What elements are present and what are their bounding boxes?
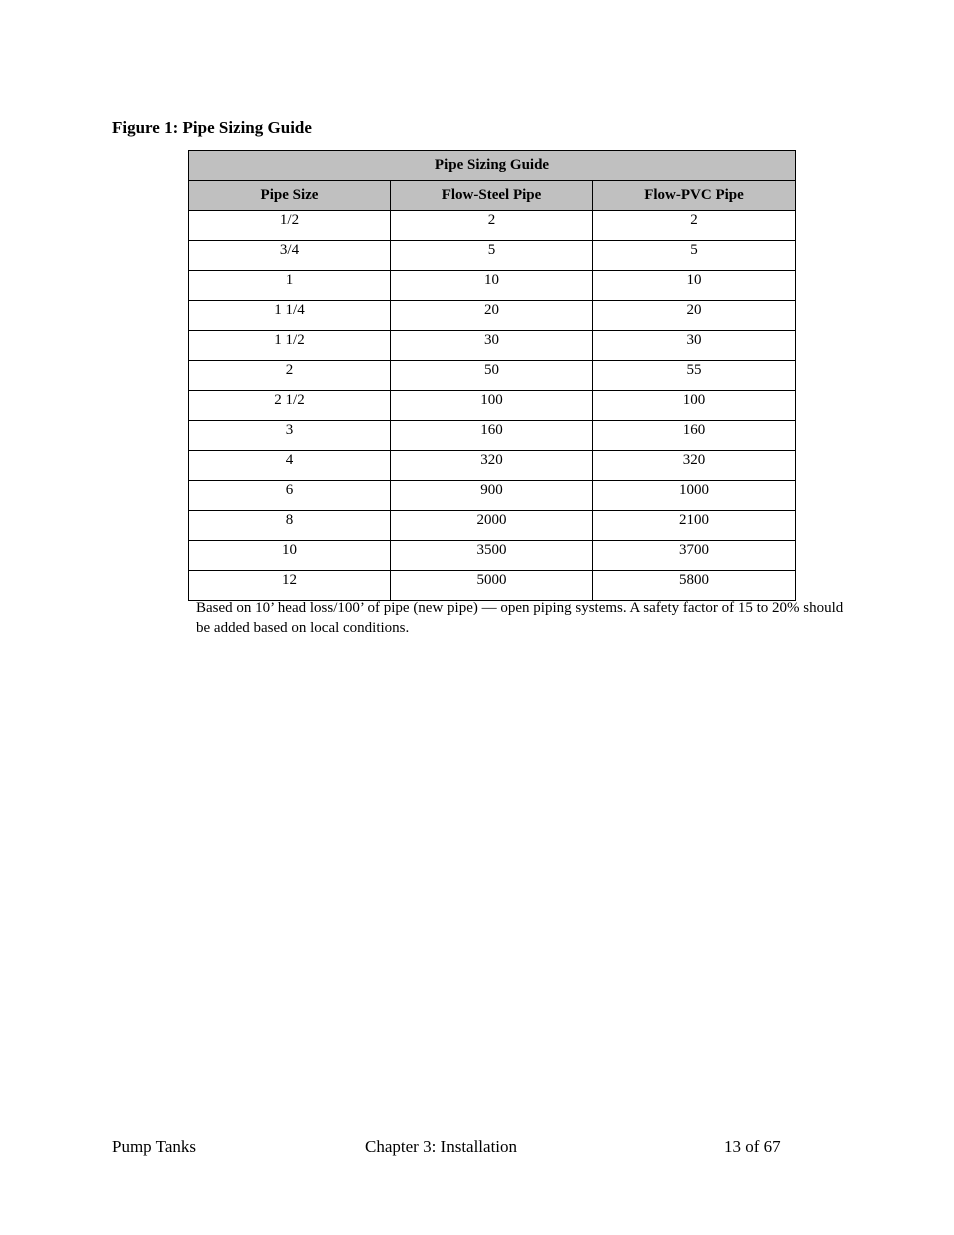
- cell-flow-steel: 100: [391, 391, 593, 421]
- cell-flow-pvc: 10: [593, 271, 796, 301]
- cell-flow-pvc: 5: [593, 241, 796, 271]
- cell-flow-steel: 160: [391, 421, 593, 451]
- cell-pipe-size: 10: [189, 541, 391, 571]
- cell-pipe-size: 8: [189, 511, 391, 541]
- footer-chapter: Chapter 3: Installation: [365, 1137, 518, 1156]
- table-row: [189, 391, 796, 421]
- cell-pipe-size: 2 1/2: [189, 391, 391, 421]
- cell-flow-pvc: 100: [593, 391, 796, 421]
- cell-pipe-size: 2: [189, 361, 391, 391]
- table-row: [189, 211, 796, 241]
- table-row: [189, 511, 796, 541]
- table-row: [189, 271, 796, 301]
- cell-flow-pvc: 3700: [593, 541, 796, 571]
- cell-flow-steel: 30: [391, 331, 593, 361]
- cell-pipe-size: 1: [189, 271, 391, 301]
- cell-pipe-size: 3/4: [189, 241, 391, 271]
- cell-pipe-size: 4: [189, 451, 391, 481]
- table-row: [189, 421, 796, 451]
- footer-document-title: Pump Tanks: [112, 1137, 196, 1156]
- cell-flow-steel: 20: [391, 301, 593, 331]
- cell-flow-pvc: 55: [593, 361, 796, 391]
- cell-flow-pvc: 1000: [593, 481, 796, 511]
- table-row: [189, 361, 796, 391]
- table-caption: Pipe Sizing Guide: [189, 151, 796, 181]
- column-header-pipe-size: Pipe Size: [189, 181, 391, 211]
- cell-flow-pvc: 2: [593, 211, 796, 241]
- cell-pipe-size: 12: [189, 571, 391, 601]
- pipe-sizing-table: [188, 150, 796, 601]
- cell-flow-steel: 5: [391, 241, 593, 271]
- cell-pipe-size: 6: [189, 481, 391, 511]
- cell-flow-steel: 50: [391, 361, 593, 391]
- cell-pipe-size: 3: [189, 421, 391, 451]
- cell-flow-steel: 2000: [391, 511, 593, 541]
- footer-page-number: 13 of 67: [724, 1137, 781, 1156]
- cell-flow-steel: 5000: [391, 571, 593, 601]
- column-header-flow-pvc: Flow-PVC Pipe: [593, 181, 796, 211]
- cell-pipe-size: 1/2: [189, 211, 391, 241]
- table-row: [189, 301, 796, 331]
- table-footnote: Based on 10’ head loss/100’ of pipe (new pipe) — open piping systems. A safety factor of 15 to 20% should be added based on local conditions.: [196, 600, 844, 636]
- cell-flow-steel: 2: [391, 211, 593, 241]
- cell-flow-steel: 320: [391, 451, 593, 481]
- cell-flow-pvc: 20: [593, 301, 796, 331]
- table-header-row: [189, 181, 796, 211]
- table-row: [189, 571, 796, 601]
- cell-flow-steel: 3500: [391, 541, 593, 571]
- table-row: [189, 241, 796, 271]
- cell-pipe-size: 1 1/2: [189, 331, 391, 361]
- table-row: [189, 481, 796, 511]
- cell-flow-pvc: 30: [593, 331, 796, 361]
- table-row: [189, 331, 796, 361]
- cell-flow-steel: 900: [391, 481, 593, 511]
- cell-flow-pvc: 160: [593, 421, 796, 451]
- table-caption-row: [189, 151, 796, 181]
- table-row: [189, 451, 796, 481]
- cell-flow-pvc: 5800: [593, 571, 796, 601]
- figure-title: Figure 1: Pipe Sizing Guide: [112, 118, 312, 137]
- cell-flow-pvc: 320: [593, 451, 796, 481]
- column-header-flow-steel: Flow-Steel Pipe: [391, 181, 593, 211]
- cell-flow-pvc: 2100: [593, 511, 796, 541]
- cell-flow-steel: 10: [391, 271, 593, 301]
- cell-pipe-size: 1 1/4: [189, 301, 391, 331]
- table-row: [189, 541, 796, 571]
